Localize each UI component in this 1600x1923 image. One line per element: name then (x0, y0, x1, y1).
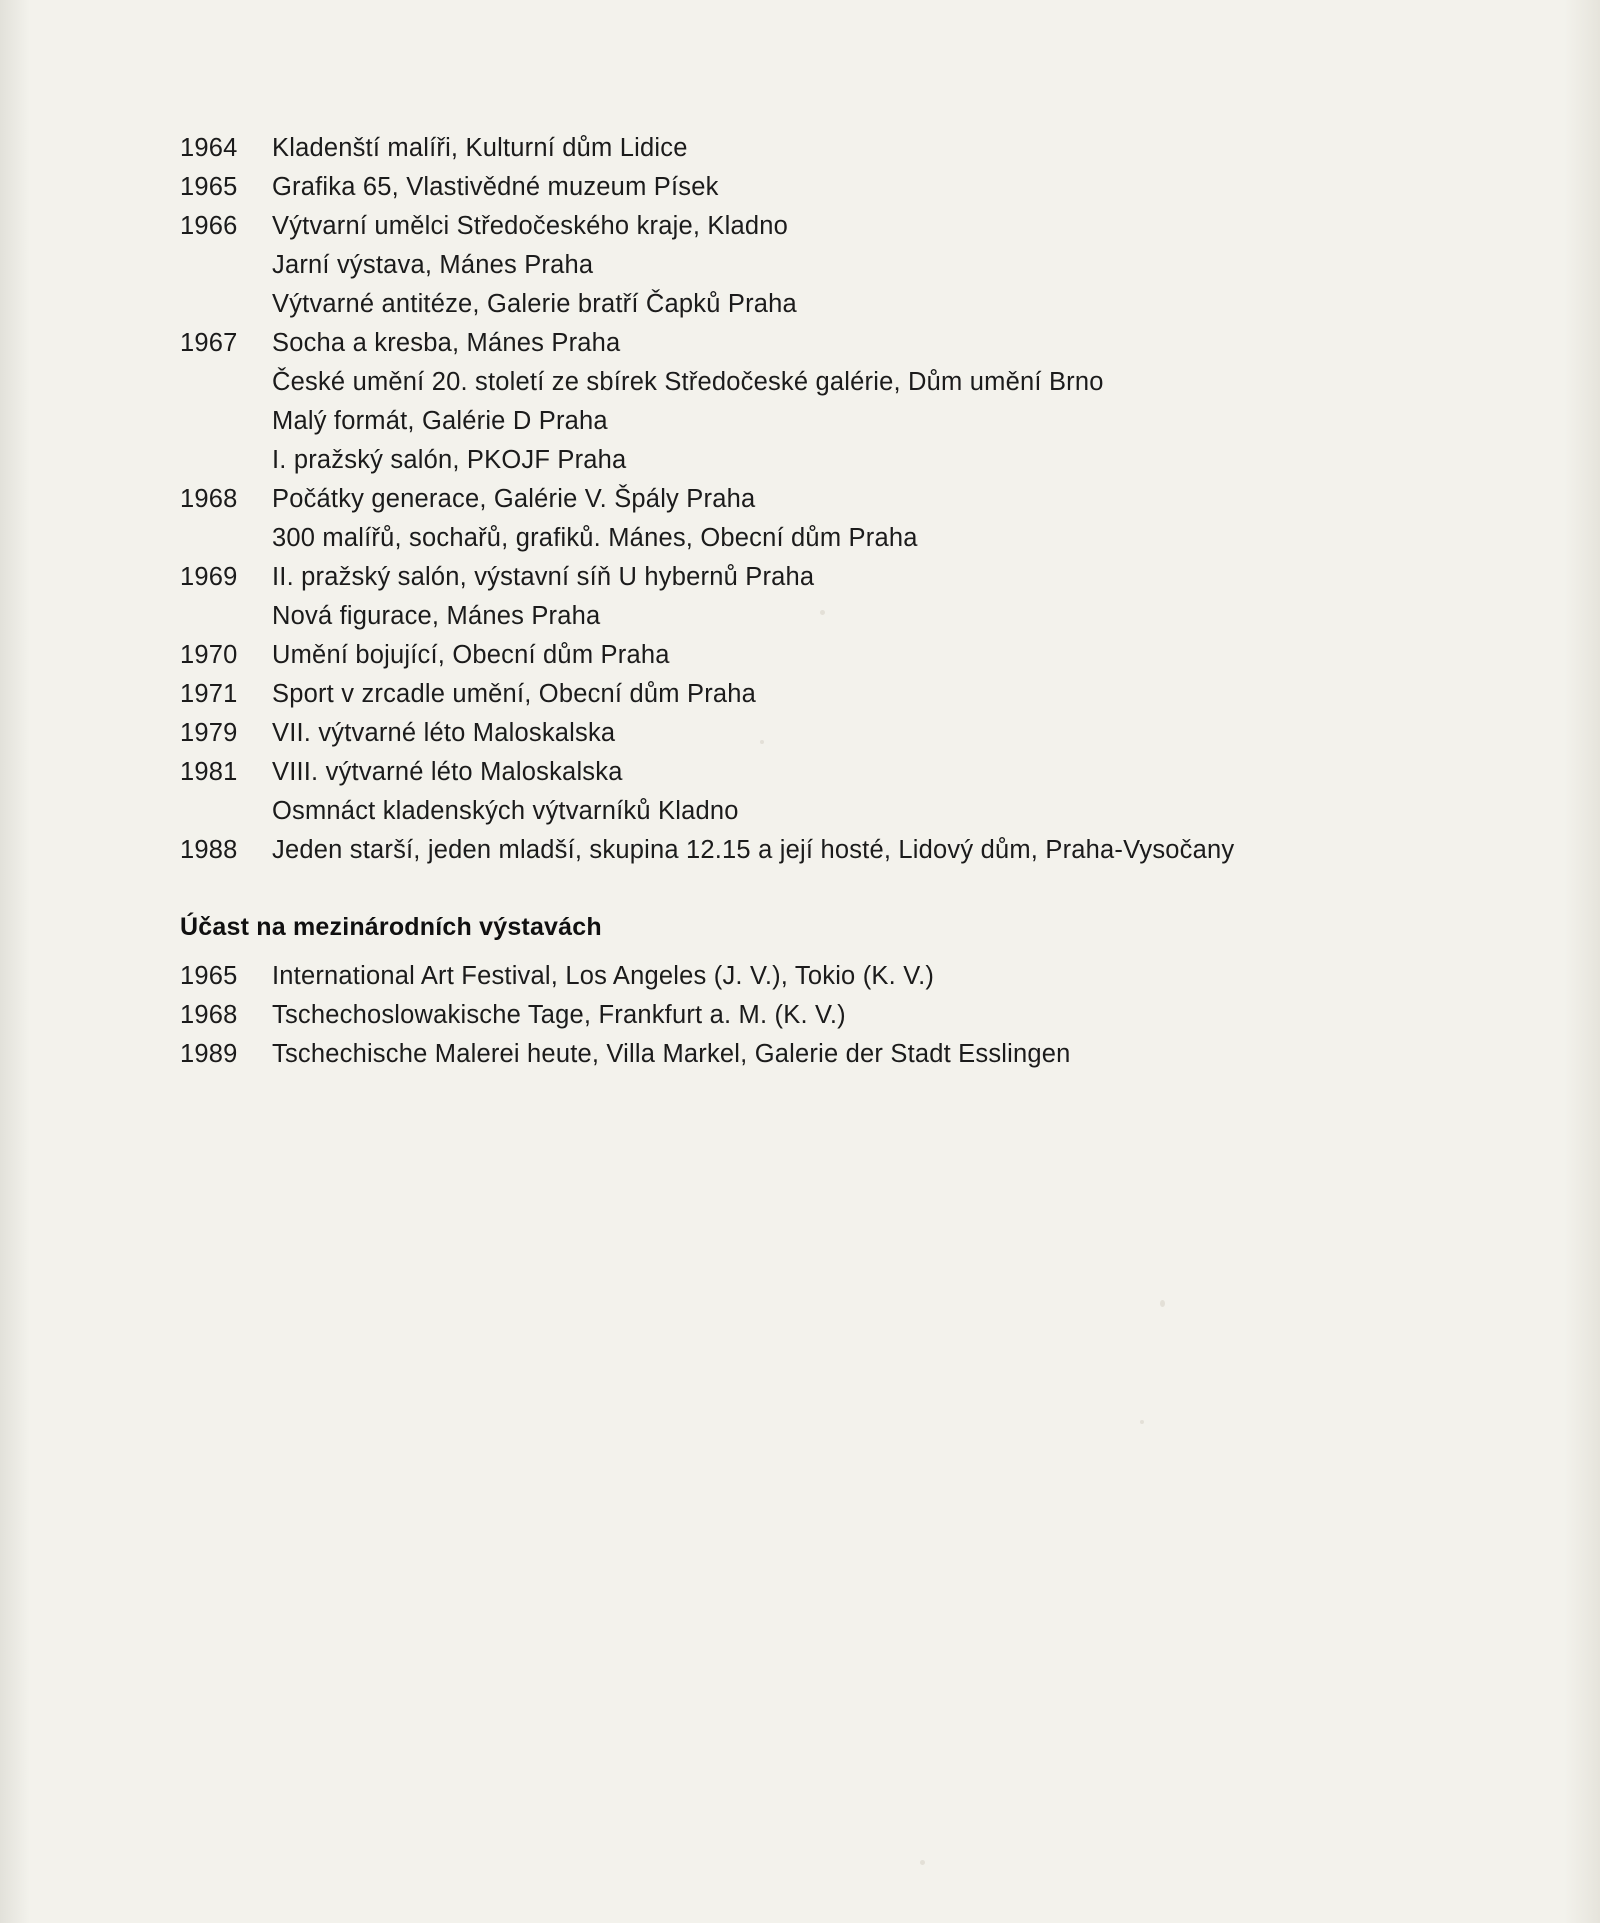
entry-year: 1967 (180, 329, 238, 357)
entry-year: 1968 (180, 1001, 238, 1029)
list-item (180, 442, 1420, 479)
entry-year: 1988 (180, 836, 238, 864)
list-item (180, 676, 1420, 713)
entry-year: 1981 (180, 758, 238, 786)
entry-title: Kladenští malíři, Kulturní dům Lidice (272, 134, 688, 162)
list-item (180, 559, 1420, 596)
entry-title: České umění 20. století ze sbírek Středočeské galérie, Dům umění Brno (272, 368, 1104, 396)
entry-year: 1968 (180, 485, 238, 513)
list-item (180, 364, 1420, 401)
entry-title: Osmnáct kladenských výtvarníků Kladno (272, 797, 739, 825)
paper-speck (920, 1860, 925, 1865)
list-item (180, 286, 1420, 323)
entry-title: Tschechoslowakische Tage, Frankfurt a. M. (K. V.) (272, 1001, 846, 1029)
list-item (180, 598, 1420, 635)
list-item (180, 130, 1420, 167)
entry-title: Tschechische Malerei heute, Villa Markel, Galerie der Stadt Esslingen (272, 1040, 1071, 1068)
entry-title: Jarní výstava, Mánes Praha (272, 251, 594, 279)
list-item (180, 637, 1420, 674)
entry-year: 1964 (180, 134, 238, 162)
list-item (180, 754, 1420, 791)
list-item (180, 1036, 1420, 1073)
exhibitions-list (180, 130, 1420, 869)
list-item (180, 832, 1420, 869)
entry-title: Socha a kresba, Mánes Praha (272, 329, 621, 357)
entry-title: VIII. výtvarné léto Maloskalska (272, 758, 623, 786)
entry-title: Jeden starší, jeden mladší, skupina 12.15 a její hosté, Lidový dům, Praha-Vysočany (272, 836, 1235, 864)
list-item (180, 997, 1420, 1034)
list-item (180, 520, 1420, 557)
list-item (180, 715, 1420, 752)
list-item (180, 958, 1420, 995)
entry-year: 1965 (180, 962, 238, 990)
document-content (180, 130, 1420, 1075)
list-item (180, 169, 1420, 206)
entry-year: 1966 (180, 212, 238, 240)
list-item (180, 793, 1420, 830)
international-exhibitions-list (180, 958, 1420, 1073)
list-item (180, 247, 1420, 284)
entry-year: 1979 (180, 719, 238, 747)
entry-year: 1989 (180, 1040, 238, 1068)
list-item (180, 403, 1420, 440)
list-item (180, 481, 1420, 518)
entry-year: 1971 (180, 680, 238, 708)
entry-title: Počátky generace, Galérie V. Špály Praha (272, 485, 756, 513)
entry-title: Výtvarní umělci Středočeského kraje, Kladno (272, 212, 789, 240)
entry-title: Grafika 65, Vlastivědné muzeum Písek (272, 173, 719, 201)
entry-title: VII. výtvarné léto Maloskalska (272, 719, 616, 747)
entry-title: 300 malířů, sochařů, grafiků. Mánes, Obecní dům Praha (272, 524, 918, 552)
entry-year: 1965 (180, 173, 238, 201)
entry-title: Umění bojující, Obecní dům Praha (272, 641, 670, 669)
paper-speck (1140, 1420, 1144, 1424)
list-item (180, 208, 1420, 245)
entry-title: International Art Festival, Los Angeles (J. V.), Tokio (K. V.) (272, 962, 935, 990)
entry-title: Malý formát, Galérie D Praha (272, 407, 608, 435)
entry-title: Sport v zrcadle umění, Obecní dům Praha (272, 680, 757, 708)
paper-speck (1160, 1300, 1165, 1307)
entry-year: 1969 (180, 563, 238, 591)
entry-title: Nová figurace, Mánes Praha (272, 602, 601, 630)
entry-title: II. pražský salón, výstavní síň U hybernů Praha (272, 563, 815, 591)
entry-title: Výtvarné antitéze, Galerie bratří Čapků Praha (272, 290, 797, 318)
section-heading: Účast na mezinárodních výstavách (180, 913, 602, 941)
list-item (180, 325, 1420, 362)
entry-year: 1970 (180, 641, 238, 669)
entry-title: I. pražský salón, PKOJF Praha (272, 446, 627, 474)
